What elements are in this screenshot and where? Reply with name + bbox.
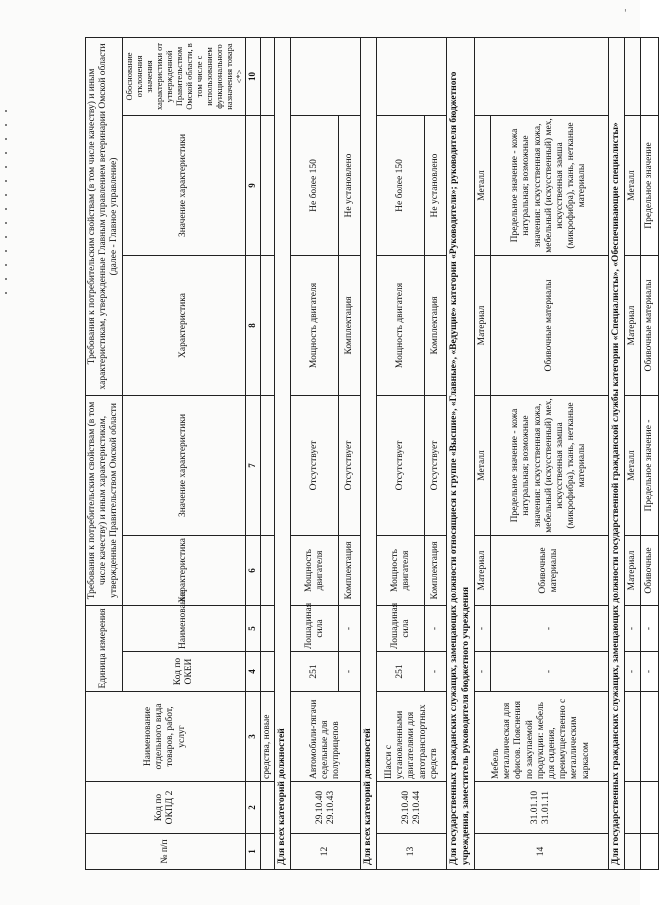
row-okpd-code: 29.10.40 29.10.44	[377, 782, 447, 834]
column-number-row	[245, 37, 260, 869]
row-dept-char: Мощность двигателя	[291, 256, 339, 396]
row-unit: -	[625, 606, 641, 652]
row-dept-val: Не более 150	[291, 116, 339, 256]
row-gov-char: Мощность двигателя	[377, 536, 425, 606]
requirements-table	[85, 37, 659, 870]
table-row	[641, 37, 659, 869]
header-gov-val: Значение характеристики	[122, 396, 245, 536]
row-okei: -	[490, 652, 608, 692]
row-dept-val: Металл	[474, 116, 490, 256]
row-item-name: Автомобили-тягачи седельные для полуприцепов	[291, 692, 361, 782]
row-gov-char: Обивочные материалы	[490, 536, 608, 606]
row-item-name: Мебель металлическая для офисов. Пояснения по закупаемой продукции: мебель для сидения, преимущественно с металлическим каркасом	[474, 692, 608, 782]
col-number: 5	[245, 606, 260, 652]
row-unit: -	[339, 606, 361, 652]
row-gov-val: Отсутствует	[291, 396, 339, 536]
header-gov-char: Характеристика	[122, 536, 245, 606]
row-dept-val: Предельное значение - кожа натуральная; возможные значения: искусственная кожа, мебельный (искусственный) мех, искусственная замша (микрофибра), ткань, нетканые материалы	[490, 116, 608, 256]
row-okpd-code: 31.01.10 31.01.11	[474, 782, 608, 834]
row-justification	[377, 37, 447, 115]
header-unit-group: Единица измерения	[86, 606, 123, 692]
row-unit: -	[490, 606, 608, 652]
col-number: 9	[245, 116, 260, 256]
table-row	[625, 37, 641, 869]
row-okei: -	[339, 652, 361, 692]
row-okei: -	[474, 652, 490, 692]
table-row	[260, 37, 274, 869]
header-req-gov-group: Требования к потребительским свойствам (в том числе качеству) и иным характеристикам, утвержденные Правительством Омской области	[86, 396, 123, 606]
row-gov-char: Комплектация	[339, 536, 361, 606]
row-justification	[291, 37, 361, 115]
row-dept-val: Не установлено	[425, 116, 447, 256]
col-number: 1	[245, 834, 260, 870]
scan-mark: '	[624, 8, 627, 19]
row-dept-char: Материал	[474, 256, 490, 396]
header-name: Наименование отдельного вида товаров, работ, услуг	[86, 692, 246, 782]
row-gov-val: Металл	[474, 396, 490, 536]
table-row	[291, 37, 339, 869]
row-justification	[474, 37, 608, 115]
header-dept-justification: Обоснование отклонения значения характеристики от утвержденной Правительством Омской области, в том числе с использованием функционального назначения товара <*>	[122, 37, 245, 115]
section-row	[608, 37, 624, 869]
table-row	[474, 37, 490, 869]
section-title: Для всех категорий должностей	[361, 37, 377, 869]
col-number: 7	[245, 396, 260, 536]
row-dept-char: Комплектация	[425, 256, 447, 396]
row-number: 12	[291, 834, 361, 870]
rotated-table-container	[85, 38, 654, 870]
header-req-dept-group: Требования к потребительским свойствам (в том числе качеству) и иным характеристикам, утвержденные Главным управлением ветеринарии Омской области (далее - Главное управление)	[86, 37, 123, 395]
row-dept-char: Комплектация	[339, 256, 361, 396]
row-dept-val: Предельное значение	[641, 116, 659, 256]
row-item-name: Шасси с установленными двигателями для автотранспортных средств	[377, 692, 447, 782]
section-title: Для государственных гражданских служащих, замещающих должности относящиеся к группе «Высшие», «Главные», «Ведущие» категории «Руководители»; руководителя бюджетного учреждения, заместитель руководителя бюджетного учреждения	[447, 37, 474, 869]
row-dept-val: Металл	[625, 116, 641, 256]
row-gov-char: Материал	[625, 536, 641, 606]
row-unit: -	[425, 606, 447, 652]
row-okei: 251	[377, 652, 425, 692]
col-number: 10	[245, 37, 260, 115]
section-row	[275, 37, 291, 869]
scan-artifact-dots	[2, 110, 12, 300]
row-gov-char: Мощность двигателя	[291, 536, 339, 606]
row-gov-val: Металл	[625, 396, 641, 536]
header-okpd: Код по ОКПД 2	[86, 782, 246, 834]
section-title: Для всех категорий должностей	[275, 37, 291, 869]
row-unit: Лошадиная сила	[377, 606, 425, 652]
header-dept-char: Характеристика	[122, 256, 245, 396]
row-name-partial: средства, новые	[260, 692, 274, 782]
row-gov-char: Обивочные	[641, 536, 659, 606]
row-dept-val: Не более 150	[377, 116, 425, 256]
col-number: 4	[245, 652, 260, 692]
row-gov-val: Предельное значение -	[641, 396, 659, 536]
col-number: 8	[245, 256, 260, 396]
row-okei: -	[425, 652, 447, 692]
row-unit: -	[474, 606, 490, 652]
row-dept-char: Материал	[625, 256, 641, 396]
row-dept-char: Обивочные материалы	[641, 256, 659, 396]
row-dept-char: Мощность двигателя	[377, 256, 425, 396]
row-gov-char: Комплектация	[425, 536, 447, 606]
row-gov-val: Отсутствует	[425, 396, 447, 536]
section-row	[361, 37, 377, 869]
header-dept-val: Значение характеристики	[122, 116, 245, 256]
row-unit: Лошадиная сила	[291, 606, 339, 652]
header-okei: Код по ОКЕИ	[122, 652, 245, 692]
row-dept-val: Не установлено	[339, 116, 361, 256]
row-gov-char: Материал	[474, 536, 490, 606]
row-gov-val: Отсутствует	[339, 396, 361, 536]
row-unit: -	[641, 606, 659, 652]
col-number: 6	[245, 536, 260, 606]
header-unit-name: Наименование	[122, 606, 245, 652]
col-number: 2	[245, 782, 260, 834]
header-row-1	[86, 37, 123, 869]
row-gov-val: Предельное значение - кожа натуральная; возможные значения: искусственная кожа, мебельный (искусственный) мех, искусственная замша (микрофибра), ткань, нетканые материалы	[490, 396, 608, 536]
row-okpd-code: 29.10.40 29.10.43	[291, 782, 361, 834]
table-row	[377, 37, 425, 869]
row-gov-val: Отсутствует	[377, 396, 425, 536]
row-okei: -	[625, 652, 641, 692]
row-okei: -	[641, 652, 659, 692]
row-okei: 251	[291, 652, 339, 692]
row-number: 14	[474, 834, 608, 870]
row-number: 13	[377, 834, 447, 870]
section-title: Для государственных гражданских служащих, замещающих должности государственной гражданской службы категории «Специалисты», «Обеспечивающие специалисты»	[608, 37, 624, 869]
col-number: 3	[245, 692, 260, 782]
header-num: № п/п	[86, 834, 246, 870]
section-row	[447, 37, 474, 869]
row-dept-char: Обивочные материалы	[490, 256, 608, 396]
